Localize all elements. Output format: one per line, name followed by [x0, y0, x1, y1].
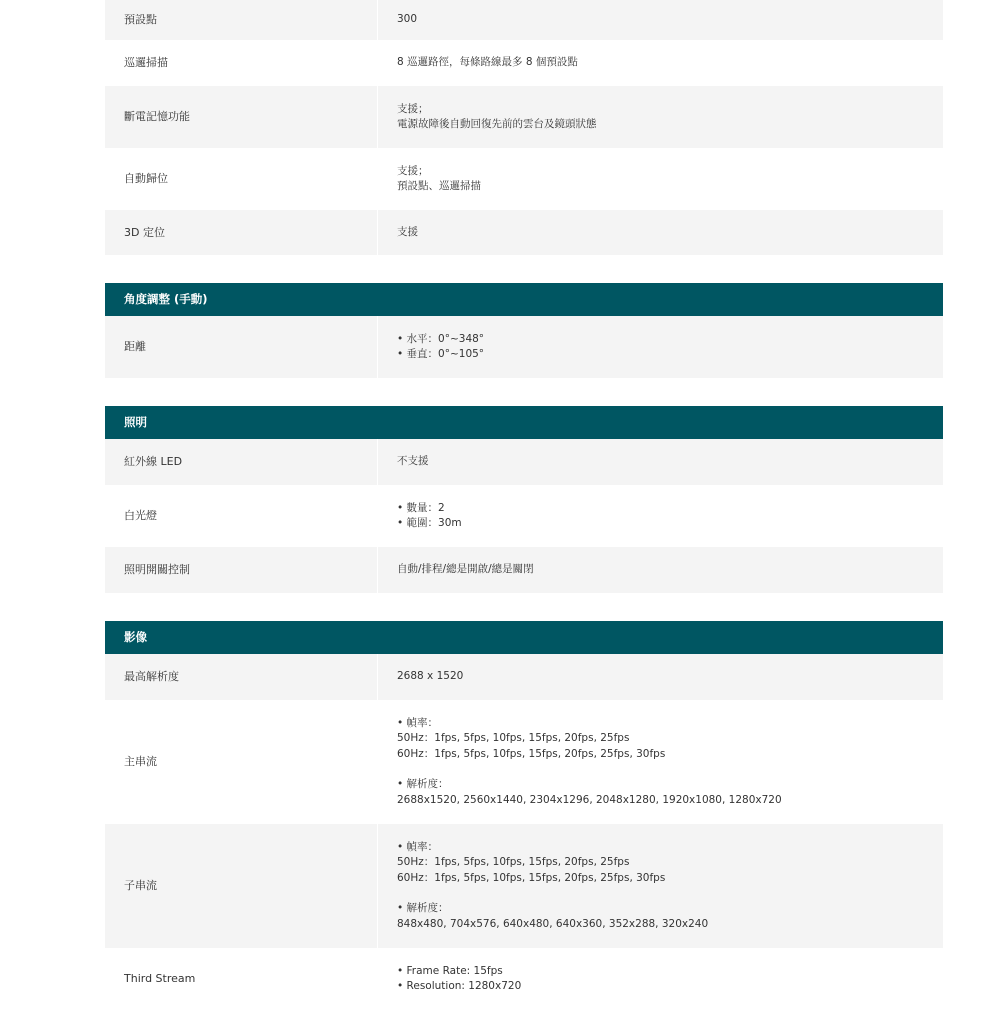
spec-value [378, 225, 943, 241]
spec-label: 白光燈 [105, 485, 378, 547]
spec-label: 3D 定位 [105, 210, 378, 255]
spec-row-distance [105, 316, 943, 378]
section-spacer [105, 378, 943, 406]
spec-value-line: 電源故障後自動回復先前的雲台及鏡頭狀態 [397, 118, 597, 130]
spec-row-auto-home [105, 148, 943, 210]
spec-value [378, 964, 943, 995]
spec-row-power-memory [105, 86, 943, 148]
spec-value [378, 102, 943, 133]
spec-row-light-control [105, 547, 943, 593]
spec-value-line: • Resolution: 1280x720 [397, 980, 522, 992]
spec-value-line: 自動/排程/總是開啟/總是關閉 [397, 563, 534, 576]
spec-value-line: 預設點、巡邏掃描 [397, 180, 481, 192]
value-gap [397, 886, 943, 901]
spec-value-line: • 水平：0°~348° [397, 332, 485, 345]
spec-row-white-light [105, 485, 943, 547]
spec-value [378, 12, 943, 28]
spec-label: 子串流 [105, 824, 378, 948]
spec-value [378, 669, 943, 685]
spec-value [378, 716, 943, 809]
spec-value [378, 454, 943, 470]
spec-row-ir-led [105, 439, 943, 485]
spec-value-line: • 數量：2 [397, 501, 445, 514]
spec-label: Third Stream [105, 948, 378, 1010]
spec-label: 斷電記憶功能 [105, 86, 378, 148]
framerate-60hz: 60Hz：1fps, 5fps, 10fps, 15fps, 20fps, 25fps, 30fps [397, 871, 666, 884]
spec-row-main-stream [105, 700, 943, 824]
spec-row-patrol [105, 40, 943, 86]
resolution-title: • 解析度： [397, 778, 449, 791]
framerate-title: • 幀率： [397, 716, 439, 729]
spec-value [378, 562, 943, 578]
spec-value-line: 支援； [397, 164, 429, 177]
resolution-list: 2688x1520, 2560x1440, 2304x1296, 2048x1280, 1920x1080, 1280x720 [397, 793, 782, 806]
spec-table [105, 0, 943, 1010]
spec-value [378, 164, 943, 195]
spec-label: 自動歸位 [105, 148, 378, 210]
spec-value-line: 300 [397, 13, 418, 26]
framerate-50hz: 50Hz：1fps, 5fps, 10fps, 15fps, 20fps, 25fps [397, 856, 630, 869]
framerate-50hz: 50Hz：1fps, 5fps, 10fps, 15fps, 20fps, 25fps [397, 732, 630, 745]
spec-label: 最高解析度 [105, 654, 378, 700]
resolution-title: • 解析度： [397, 902, 449, 915]
spec-value-line: • Frame Rate: 15fps [397, 964, 503, 977]
spec-label: 主串流 [105, 700, 378, 824]
framerate-60hz: 60Hz：1fps, 5fps, 10fps, 15fps, 20fps, 25fps, 30fps [397, 747, 666, 760]
section-header-angle: 角度調整 (手動) [105, 283, 943, 316]
spec-value-line: 支援 [397, 225, 418, 238]
resolution-list: 848x480, 704x576, 640x480, 640x360, 352x288, 320x240 [397, 917, 709, 930]
spec-value-line: • 垂直：0°~105° [397, 348, 485, 360]
spec-value [378, 840, 943, 933]
spec-row-max-resolution [105, 654, 943, 700]
section-header-lighting: 照明 [105, 406, 943, 439]
spec-label: 預設點 [105, 0, 378, 40]
spec-row-3d-position [105, 210, 943, 255]
spec-value-line: 2688 x 1520 [397, 670, 464, 683]
spec-row-preset [105, 0, 943, 40]
framerate-title: • 幀率： [397, 840, 439, 853]
spec-label: 照明開關控制 [105, 547, 378, 593]
spec-label: 距離 [105, 316, 378, 378]
spec-value [378, 332, 943, 363]
value-gap [397, 762, 943, 777]
spec-value-line: • 範圍：30m [397, 517, 462, 529]
spec-row-third-stream [105, 948, 943, 1010]
spec-value-line: 支援； [397, 102, 429, 115]
spec-value-line: 8 巡邏路徑，每條路線最多 8 個預設點 [397, 56, 578, 69]
spec-value-line: 不支援 [397, 455, 429, 468]
spec-label: 巡邏掃描 [105, 40, 378, 86]
spec-label: 紅外線 LED [105, 439, 378, 485]
spec-value [378, 501, 943, 532]
section-spacer [105, 593, 943, 621]
section-spacer [105, 255, 943, 283]
section-header-video: 影像 [105, 621, 943, 654]
spec-row-sub-stream [105, 824, 943, 948]
spec-value [378, 55, 943, 71]
